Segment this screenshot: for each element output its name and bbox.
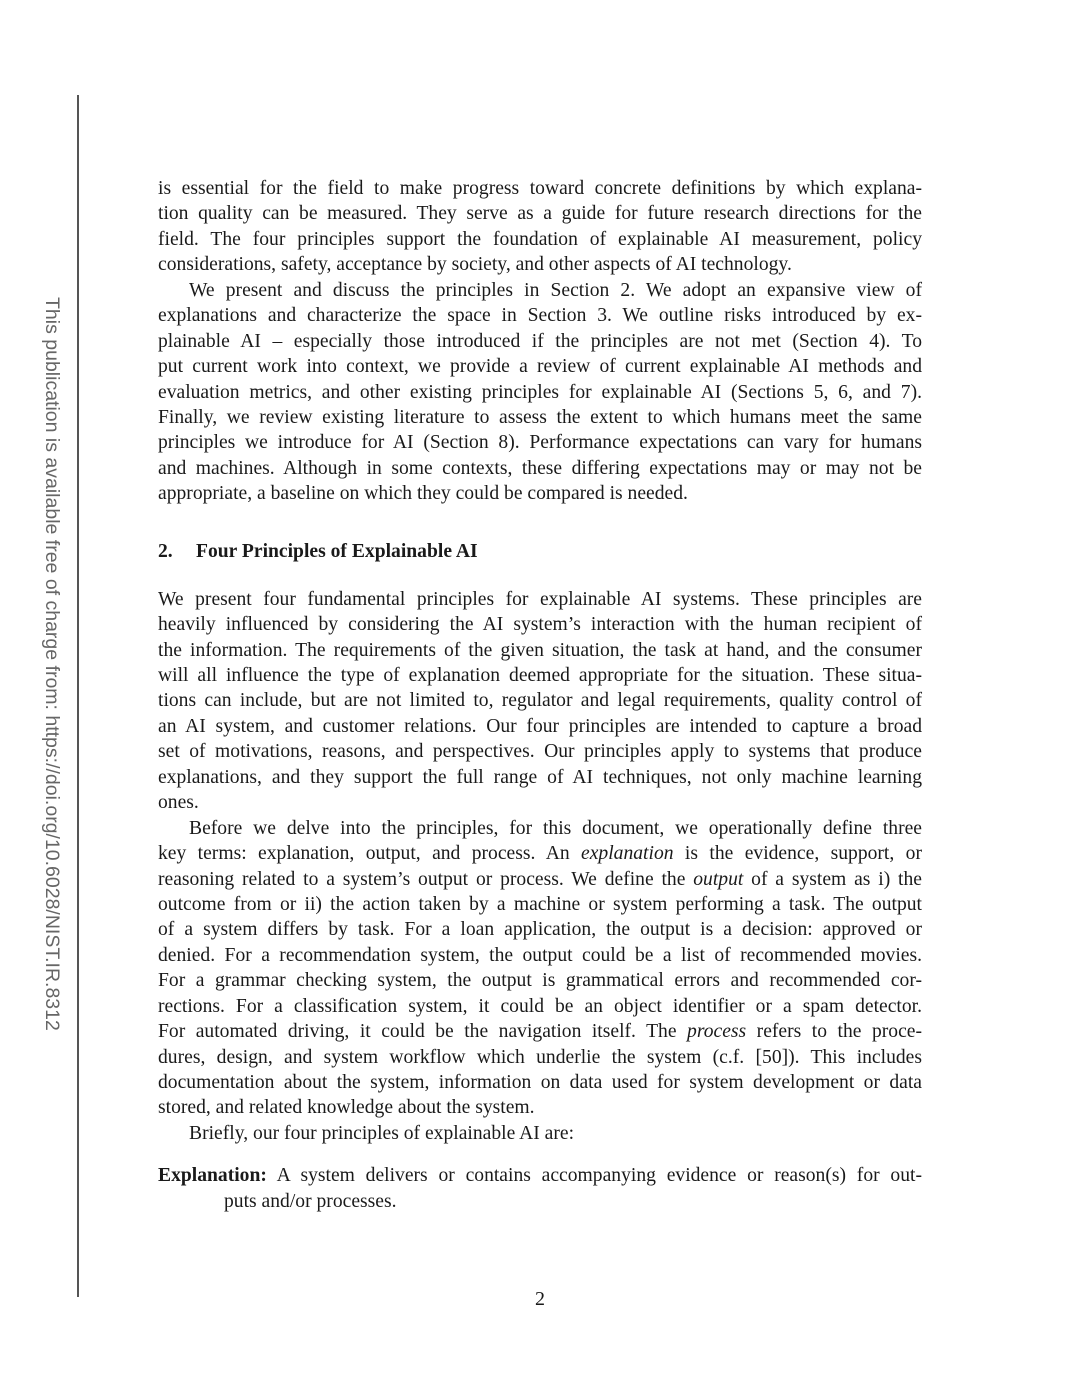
section-title: Four Principles of Explainable AI — [196, 540, 478, 562]
emphasized-term: explanation — [581, 843, 674, 865]
text-line: heavily influenced by considering the AI system’s interaction with the human recipient of — [158, 614, 922, 636]
text-line: considerations, safety, acceptance by society, and other aspects of AI technology. — [158, 254, 792, 276]
text-line: ones. — [158, 792, 199, 814]
paragraph — [158, 587, 922, 816]
text-line: outcome from or ii) the action taken by a machine or system performing a task. The output — [158, 893, 922, 915]
text-line — [158, 867, 922, 892]
text-line: is essential for the field to make progress toward concrete definitions by which explana- — [158, 178, 922, 199]
text-line: and machines. Although in some contexts, these differing expectations may or may not be — [158, 457, 922, 479]
text-line: will all influence the type of explanation deemed appropriate for the situation. These situa- — [158, 665, 922, 686]
page-body — [158, 176, 922, 1214]
text-line: appropriate, a baseline on which they could be compared is needed. — [158, 483, 688, 505]
section-paragraphs — [158, 587, 922, 1147]
text-line: explanations and characterize the space in Section 3. We outline risks introduced by ex- — [158, 305, 922, 327]
text-line: explanations, and they support the full range of AI techniques, not only machine learning — [158, 766, 922, 788]
margin-rule — [77, 95, 79, 1297]
text-line: put current work into context, we provide a review of current explainable AI methods and — [158, 356, 922, 378]
text-line: evaluation metrics, and other existing principles for explainable AI (Sections 5, 6, and 7). — [158, 381, 922, 403]
principle-text-2: puts and/or processes. — [224, 1190, 397, 1212]
emphasized-term: process — [687, 1021, 747, 1043]
text-line: documentation about the system, information on data used for system development or data — [158, 1072, 922, 1093]
text-line: dures, design, and system workflow which underlie the system (c.f. [50]). This includes — [158, 1046, 922, 1068]
text-line: We present and discuss the principles in Section 2. We adopt an expansive view of — [189, 279, 922, 301]
text-line: We present four fundamental principles for explainable AI systems. These principles are — [158, 588, 922, 610]
text-line: set of motivations, reasons, and perspectives. Our principles apply to systems that produce — [158, 741, 922, 763]
text-line: field. The four principles support the foundation of explainable AI measurement, policy — [158, 228, 922, 250]
text-line: Briefly, our four principles of explainable AI are: — [189, 1122, 575, 1144]
text-segment: For automated driving, it could be the navigation itself. The — [158, 1021, 688, 1043]
principle-explanation — [158, 1163, 922, 1214]
text-line — [158, 1019, 922, 1044]
text-line: the information. The requirements of the given situation, the task at hand, and the consumer — [158, 639, 922, 661]
text-line: denied. For a recommendation system, the output could be a list of recommended movies. — [158, 944, 922, 966]
paragraph — [158, 278, 922, 507]
section-number: 2. — [158, 540, 173, 562]
text-segment: of a system as i) the — [743, 868, 922, 890]
principle-term: Explanation: — [158, 1165, 267, 1187]
paragraph — [158, 1121, 922, 1146]
text-line: tion quality can be measured. They serve as a guide for future research directions for the — [158, 203, 922, 225]
availability-notice: This publication is available free of charge from: https://doi.org/10.6028/NIST.IR.8312 — [41, 297, 63, 1031]
text-line: an AI system, and customer relations. Our four principles are intended to capture a broad — [158, 715, 922, 737]
text-line: tions can include, but are not limited to, regulator and legal requirements, quality control of — [158, 690, 922, 712]
text-segment: key terms: explanation, output, and process. An — [158, 843, 582, 865]
text-line: principles we introduce for AI (Section 8). Performance expectations can vary for humans — [158, 432, 922, 454]
text-line: rections. For a classification system, it could be an object identifier or a spam detector. — [158, 995, 922, 1017]
text-line — [158, 841, 922, 866]
text-segment: refers to the proce- — [746, 1021, 922, 1043]
text-line: Finally, we review existing literature to assess the extent to which humans meet the same — [158, 406, 922, 428]
text-segment: is the evidence, support, or — [673, 843, 922, 865]
text-segment: reasoning related to a system’s output or process. We define the — [158, 868, 694, 890]
page-number: 2 — [535, 1288, 545, 1310]
paragraph — [158, 176, 922, 278]
intro-paragraphs — [158, 176, 922, 507]
paragraph — [158, 816, 922, 1121]
text-line: stored, and related knowledge about the system. — [158, 1097, 535, 1119]
section-heading — [158, 537, 922, 567]
text-line: For a grammar checking system, the output is grammatical errors and recommended cor- — [158, 970, 922, 992]
text-line: of a system differs by task. For a loan application, the output is a decision: approved or — [158, 919, 922, 941]
emphasized-term: output — [693, 868, 744, 890]
text-line: plainable AI – especially those introduced if the principles are not met (Section 4). To — [158, 330, 922, 352]
principle-text-1: A system delivers or contains accompanying evidence or reason(s) for out- — [266, 1165, 922, 1187]
text-line: Before we delve into the principles, for this document, we operationally define three — [189, 817, 922, 839]
